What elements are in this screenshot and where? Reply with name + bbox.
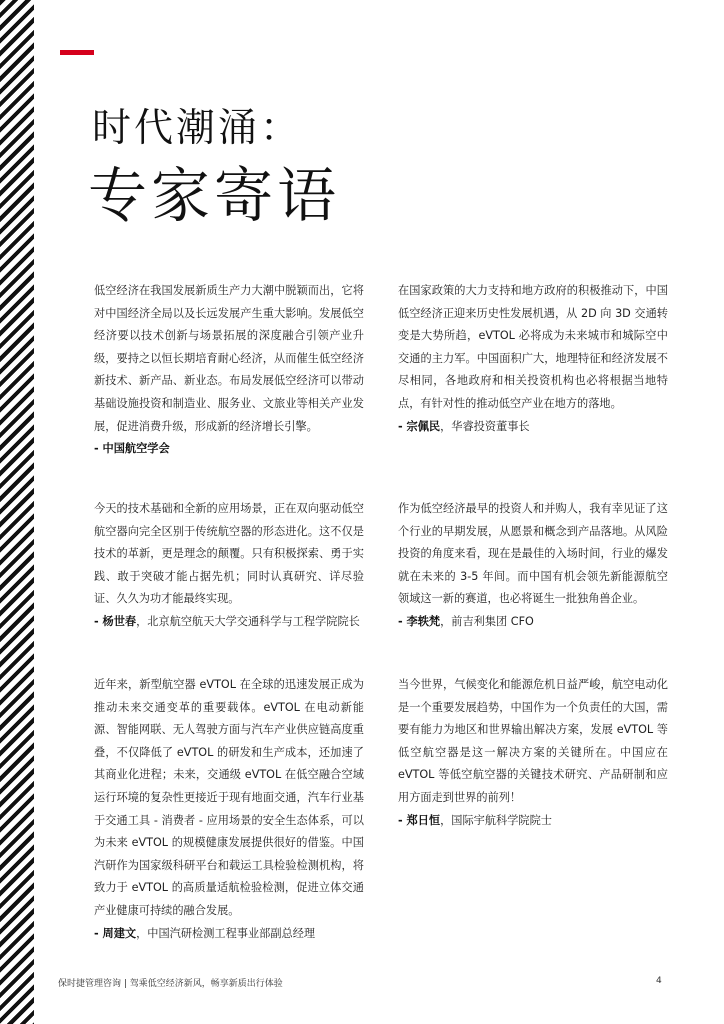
- quote-author: - 周建文: [94, 926, 137, 940]
- footer-text: 保时捷管理咨询 | 驾乘低空经济新风，畅享新质出行体验: [58, 979, 283, 989]
- quote-author-role: ，华睿投资董事长: [440, 419, 530, 433]
- quote-attribution: [398, 810, 668, 833]
- quote-text: 低空经济在我国发展新质生产力大潮中脱颖而出，它将对中国经济全局以及长远发展产生重大影响。发展低空经济要以技术创新与场景拓展的深度融合引领产业升级，要持之以恒长期培育耐心经济，从而催生低空经济新技术、新产品、新业态。布局发展低空经济可以带动基础设施投资和制造业、服务业、文旅业等相关产业发展，促进消费升级，形成新的经济增长引擎。: [94, 284, 364, 433]
- quote-block: [398, 674, 668, 832]
- quote-text: 今天的技术基础和全新的应用场景，正在双向驱动低空航空器向完全区别于传统航空器的形态进化。这不仅是技术的革新，更是理念的颠覆。只有积极探索、勇于实践、敢于突破才能占据先机；同时认真研究、详尽验证、久久为功才能最终实现。: [94, 502, 364, 606]
- quote-attribution: [398, 611, 668, 634]
- quote-attribution: [94, 438, 364, 461]
- quote-block: [94, 498, 364, 634]
- quote-attribution: [94, 611, 364, 634]
- quote-author-role: ，中国汽研检测工程事业部副总经理: [136, 926, 316, 940]
- quote-text: 在国家政策的大力支持和地方政府的积极推动下，中国低空经济正迎来历史性发展机遇，从 2D 向 3D 交通转变是大势所趋，eVTOL 必将成为未来城市和城际空中交通的主力军。中国面积广大，地理特征和经济发展不尽相同，各地政府和相关投资机构也必将根据当地特点，有针对性的推动低空产业在地方的落地。: [398, 284, 668, 410]
- quote-author-role: ，前吉利集团 CFO: [440, 614, 534, 628]
- quote-author-role: ，北京航空航天大学交通科学与工程学院院长: [136, 614, 360, 628]
- page-title-line2: 专家寄语: [88, 161, 341, 230]
- quote-author: - 宗佩民: [398, 419, 441, 433]
- quote-author: - 中国航空学会: [94, 442, 170, 456]
- quote-text: 近年来，新型航空器 eVTOL 在全球的迅速发展正成为推动未来交通变革的重要载体。eVTOL 在电动新能源、智能网联、无人驾驶方面与汽车产业供应链高度重叠，不仅降低了 eVTOL 的研发和生产成本，还加速了其商业化进程；未来，交通级 eVTOL 在低空融合空域运行环境的复杂性更接近于现有地面交通，汽车行业基于交通工具 - 消费者 - 应用场景的安全生态体系，可以为未来 eVTOL 的规模健康发展提供很好的借鉴。中国汽研作为国家级科研平台和载运工具检验检测机构，将致力于 eVTOL 的高质量适航检验检测，促进立体交通产业健康可持续的融合发展。: [94, 678, 364, 917]
- quote-attribution: [398, 416, 668, 439]
- quote-author: - 李轶梵: [398, 614, 441, 628]
- red-accent-bar: [60, 50, 94, 55]
- quote-text: 作为低空经济最早的投资人和并购人，我有幸见证了这个行业的早期发展，从愿景和概念到产品落地。从风险投资的角度来看，现在是最佳的入场时间，行业的爆发就在未来的 3-5 年间。而中国有机会领先新能源航空领域这一新的赛道，也必将诞生一批独角兽企业。: [398, 502, 668, 606]
- quote-block: [94, 280, 364, 461]
- quote-text: 当今世界，气候变化和能源危机日益严峻，航空电动化是一个重要发展趋势，中国作为一个负责任的大国，需要有能力为地区和世界输出解决方案，发展 eVTOL 等低空航空器是这一解决方案的关键所在。中国应在 eVTOL 等低空航空器的关键技术研究、产品研制和应用方面走到世界的前列！: [398, 678, 668, 804]
- quote-block: [398, 280, 668, 438]
- quote-block: [398, 498, 668, 634]
- page-title-line1: 时代潮涌：: [92, 106, 303, 151]
- quote-author: - 郑日恒: [398, 813, 441, 827]
- quote-attribution: [94, 923, 364, 946]
- striped-margin-decoration: [0, 0, 34, 1024]
- page-number: 4: [656, 976, 662, 986]
- quote-author: - 杨世春: [94, 614, 137, 628]
- quote-block: [94, 674, 364, 945]
- quote-author-role: ，国际宇航科学院院士: [440, 813, 552, 827]
